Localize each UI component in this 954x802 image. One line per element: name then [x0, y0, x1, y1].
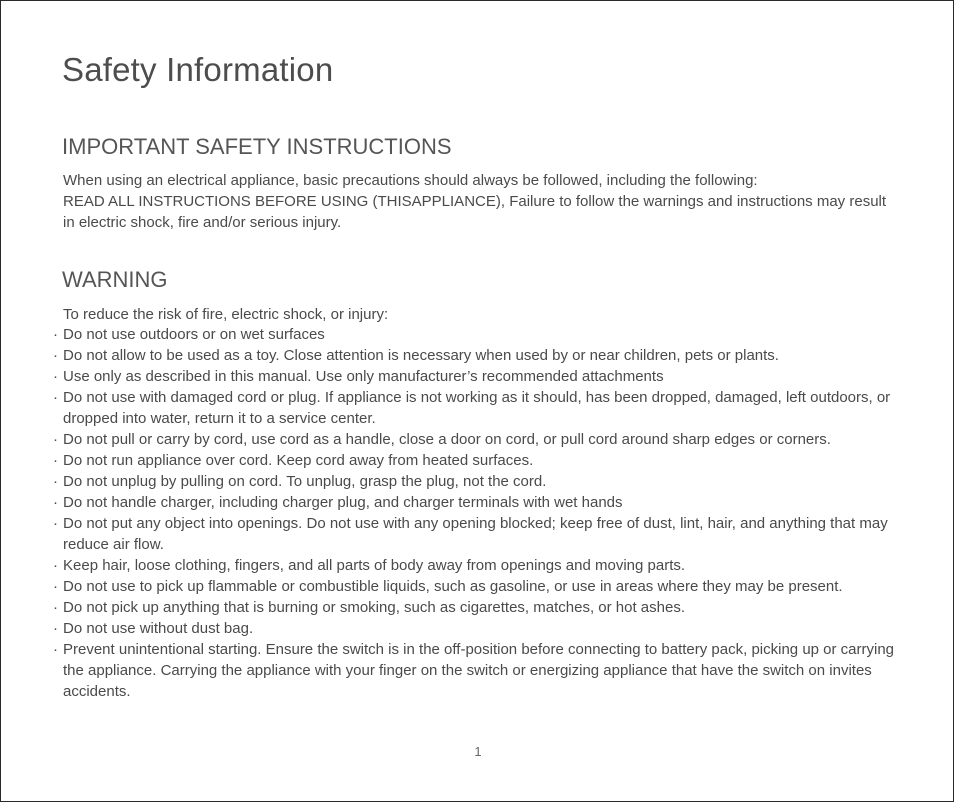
- page-number: 1: [474, 744, 482, 759]
- bullet-dot: ·: [53, 452, 58, 469]
- bullet-dot: ·: [53, 347, 58, 364]
- warning-list-item: [1, 450, 954, 471]
- warning-item-text: Prevent unintentional starting. Ensure the switch is in the off-position before connecting to battery pack, picking up or carrying the appliance. Carrying the appliance with your finger on the switch or energizing appliance that have the switch on invites accidents.: [63, 641, 895, 700]
- warning-heading: WARNING: [62, 267, 168, 292]
- warning-list-item: [1, 471, 954, 492]
- bullet-dot: ·: [53, 557, 58, 574]
- warning-item-text: Do not pick up anything that is burning or smoking, such as cigarettes, matches, or hot ashes.: [63, 599, 685, 616]
- warning-item-text: Keep hair, loose clothing, fingers, and all parts of body away from openings and moving parts.: [63, 557, 686, 574]
- warning-list-item: [1, 492, 954, 513]
- warning-list-item: [1, 555, 954, 576]
- warning-list-item: [1, 366, 954, 387]
- bullet-dot: ·: [53, 473, 58, 490]
- bullet-dot: ·: [53, 515, 58, 532]
- warning-item-text: Do not use outdoors or on wet surfaces: [63, 326, 325, 343]
- warning-list-item: [1, 513, 954, 555]
- warning-list-item: [1, 387, 954, 429]
- warning-item-text: Do not use to pick up flammable or combustible liquids, such as gasoline, or use in areas where they may be present.: [63, 578, 843, 595]
- bullet-dot: ·: [53, 599, 58, 616]
- warning-list-item: [1, 324, 954, 345]
- bullet-dot: ·: [53, 620, 58, 637]
- warning-item-text: Do not use without dust bag.: [63, 620, 254, 637]
- important-safety-text: [63, 170, 899, 233]
- warning-list-item: [1, 345, 954, 366]
- bullet-dot: ·: [53, 389, 58, 406]
- bullet-dot: ·: [53, 641, 58, 658]
- bullet-dot: ·: [53, 326, 58, 343]
- warning-item-text: Do not run appliance over cord. Keep cord away from heated surfaces.: [63, 452, 534, 469]
- warning-item-text: Do not put any object into openings. Do not use with any opening blocked; keep free of dust, lint, hair, and anything that may reduce air flow.: [63, 515, 888, 553]
- important-safety-heading: IMPORTANT SAFETY INSTRUCTIONS: [62, 134, 452, 159]
- bullet-dot: ·: [53, 494, 58, 511]
- warning-item-text: Do not use with damaged cord or plug. If appliance is not working as it should, has been dropped, damaged, left outdoors, or dropped into water, return it to a service center.: [63, 389, 891, 427]
- page-title: Safety Information: [62, 51, 334, 88]
- warning-item-text: Do not allow to be used as a toy. Close attention is necessary when used by or near children, pets or plants.: [63, 347, 779, 364]
- bullet-dot: ·: [53, 578, 58, 595]
- warning-item-text: Do not handle charger, including charger plug, and charger terminals with wet hands: [63, 494, 623, 511]
- warning-list-item: [1, 639, 954, 702]
- precautions-line: When using an electrical appliance, basic precautions should always be followed, including the following:: [63, 172, 758, 189]
- read-instructions-line: READ ALL INSTRUCTIONS BEFORE USING (THISAPPLIANCE), Failure to follow the warnings and instructions may result in electric shock, fire and/or serious injury.: [63, 193, 887, 231]
- warning-intro: To reduce the risk of fire, electric shock, or injury:: [63, 306, 389, 323]
- warning-item-text: Do not unplug by pulling on cord. To unplug, grasp the plug, not the cord.: [63, 473, 547, 490]
- warning-item-text: Use only as described in this manual. Use only manufacturer’s recommended attachments: [63, 368, 664, 385]
- warning-list-item: [1, 618, 954, 639]
- bullet-dot: ·: [53, 368, 58, 385]
- warning-list-item: [1, 576, 954, 597]
- warning-list: [1, 324, 954, 702]
- warning-list-item: [1, 597, 954, 618]
- warning-item-text: Do not pull or carry by cord, use cord as a handle, close a door on cord, or pull cord around sharp edges or corners.: [63, 431, 831, 448]
- bullet-dot: ·: [53, 431, 58, 448]
- warning-list-item: [1, 429, 954, 450]
